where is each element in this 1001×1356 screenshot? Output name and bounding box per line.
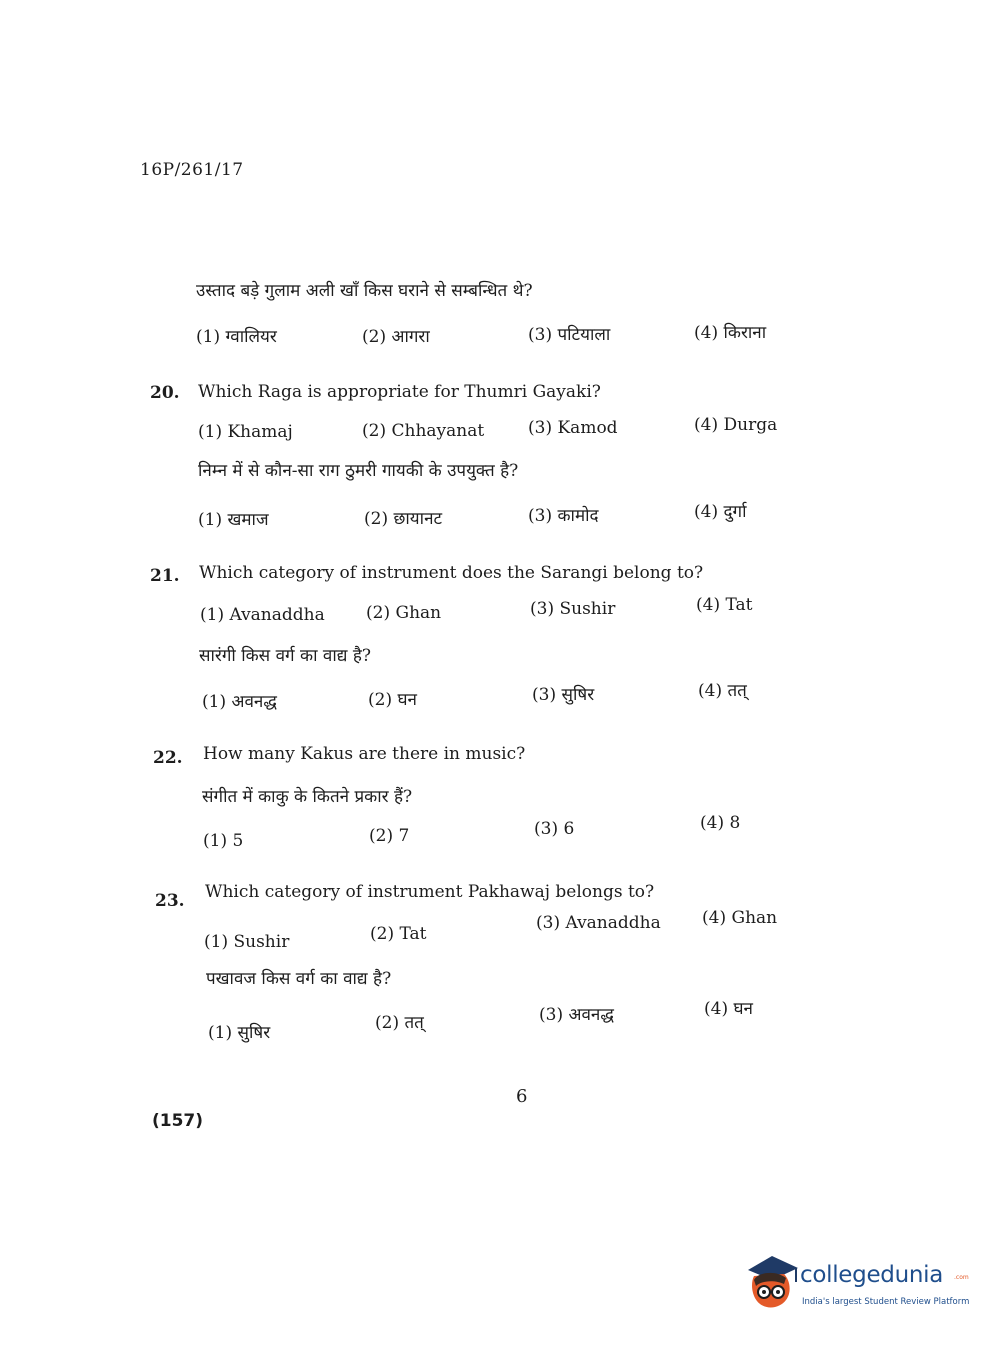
collegedunia-logo (742, 1250, 982, 1320)
q20-option-1-en: (1) Khamaj (198, 422, 293, 442)
brand-tagline: India's largest Student Review Platform (802, 1297, 970, 1307)
q23-option-4-hi: (4) घन (704, 999, 753, 1019)
page-number: 6 (516, 1086, 528, 1107)
q20-option-3-en: (3) Kamod (528, 418, 618, 438)
q21-option-1-en: (1) Avanaddha (200, 605, 325, 625)
q23-option-2-hi: (2) तत् (375, 1013, 424, 1033)
q21-hindi: सारंगी किस वर्ग का वाद्य है? (199, 646, 371, 666)
footer-code: (157) (152, 1111, 204, 1131)
brand-suffix: .com (954, 1274, 969, 1281)
q20-option-4-hi: (4) दुर्गा (694, 502, 747, 522)
paper-code: 16P/261/17 (140, 160, 244, 180)
q23-option-3-hi: (3) अवनद्ध (539, 1005, 614, 1025)
q22-hindi: संगीत में काकु के कितने प्रकार हैं? (202, 787, 413, 807)
q23-option-2-en: (2) Tat (370, 924, 427, 944)
q21-english: Which category of instrument does the Sarangi belong to? (199, 563, 704, 583)
q23-option-1-hi: (1) सुषिर (208, 1023, 271, 1043)
q22-option-3: (3) 6 (534, 819, 575, 839)
q23-option-3-en: (3) Avanaddha (536, 913, 661, 933)
q20-option-1-hi: (1) खमाज (198, 510, 269, 530)
q22-option-2: (2) 7 (369, 826, 410, 846)
q21-option-3-hi: (3) सुषिर (532, 685, 595, 705)
q20-option-4-en: (4) Durga (694, 415, 778, 435)
q20-english: Which Raga is appropriate for Thumri Gayaki? (198, 382, 601, 402)
q19-hindi: उस्ताद बड़े गुलाम अली खाँ किस घराने से सम्बन्धित थे? (196, 281, 533, 301)
q20-number: 20. (150, 383, 180, 403)
q22-number: 22. (153, 748, 183, 768)
q19-option-3-hi: (3) पटियाला (528, 325, 611, 345)
q21-option-4-hi: (4) तत् (698, 681, 747, 701)
q20-option-2-hi: (2) छायानट (364, 509, 443, 529)
q21-option-4-en: (4) Tat (696, 595, 753, 615)
brand-name: collegedunia (800, 1262, 944, 1288)
q20-option-2-en: (2) Chhayanat (362, 421, 485, 441)
q23-option-4-en: (4) Ghan (702, 908, 778, 928)
q23-english: Which category of instrument Pakhawaj belongs to? (205, 882, 655, 902)
q19-option-4-hi: (4) किराना (694, 323, 767, 343)
q21-option-3-en: (3) Sushir (530, 599, 616, 619)
q20-hindi: निम्न में से कौन-सा राग ठुमरी गायकी के उपयुक्त है? (198, 461, 519, 481)
mascot-icon (742, 1250, 800, 1314)
q19-option-1-hi: (1) ग्वालियर (196, 327, 277, 347)
q19-option-2-hi: (2) आगरा (362, 327, 430, 347)
q21-option-2-en: (2) Ghan (366, 603, 442, 623)
q21-option-1-hi: (1) अवनद्ध (202, 692, 277, 712)
q22-option-4: (4) 8 (700, 813, 741, 833)
q21-number: 21. (150, 566, 180, 586)
q23-hindi: पखावज किस वर्ग का वाद्य है? (206, 969, 392, 989)
q20-option-3-hi: (3) कामोद (528, 506, 599, 526)
q22-option-1: (1) 5 (203, 831, 244, 851)
q21-option-2-hi: (2) घन (368, 690, 417, 710)
q22-english: How many Kakus are there in music? (203, 744, 526, 764)
q23-number: 23. (155, 891, 185, 911)
q23-option-1-en: (1) Sushir (204, 932, 290, 952)
